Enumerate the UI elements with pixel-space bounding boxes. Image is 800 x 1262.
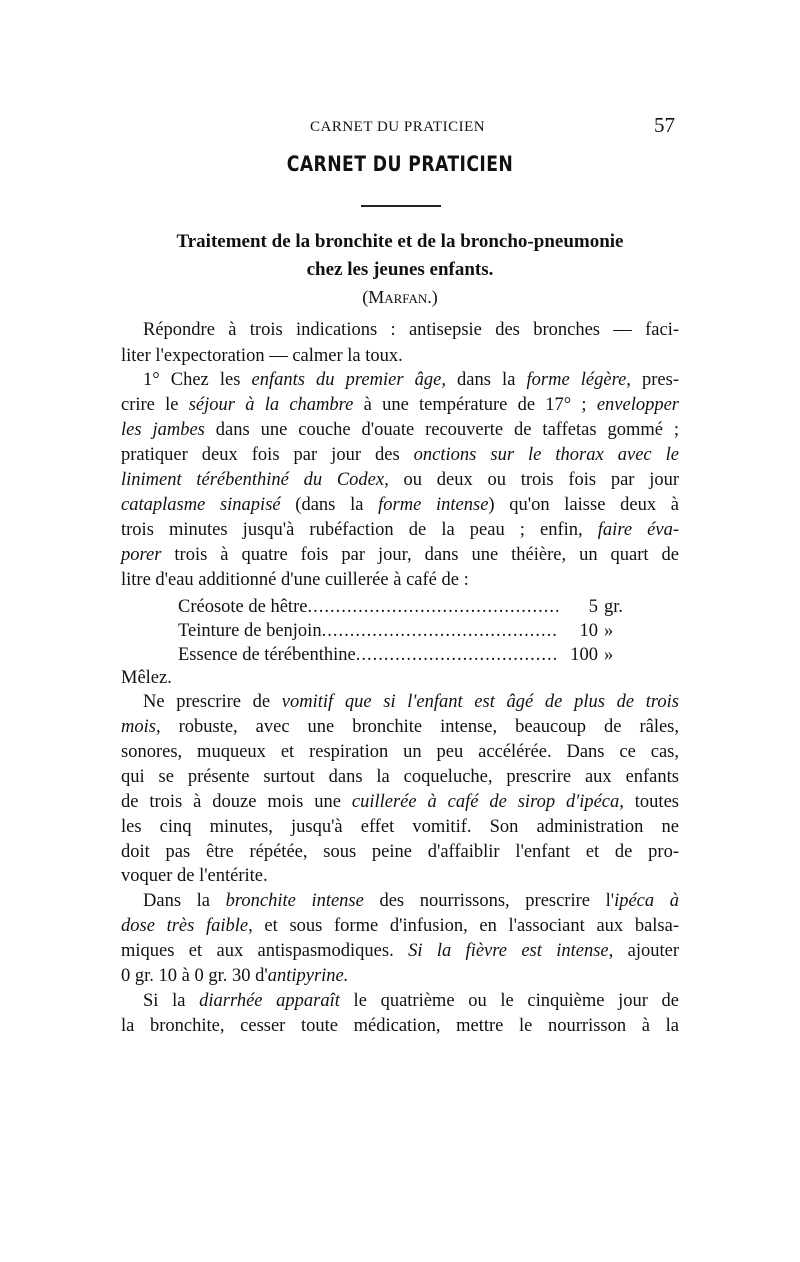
text-line: litre d'eau additionné d'une cuillerée à café de : bbox=[121, 570, 469, 590]
text-line: trois minutes jusqu'à rubéfaction de la peau ; enfin, faire éva- bbox=[121, 520, 679, 540]
text-line: voquer de l'entérite. bbox=[121, 866, 268, 886]
author-attribution: (Marfan.) bbox=[362, 287, 438, 307]
leader-dots bbox=[322, 619, 558, 643]
article-title bbox=[120, 228, 680, 284]
recipe-row bbox=[178, 595, 638, 619]
article-title-line-1: Traitement de la bronchite et de la broncho-pneumonie bbox=[176, 231, 624, 252]
section-title: CARNET DU PRATICIEN bbox=[286, 152, 514, 176]
text-line: cataplasme sinapisé (dans la forme intense) qu'on laisse deux à bbox=[121, 495, 679, 515]
text-line: mois, robuste, avec une bronchite intense, beaucoup de râles, bbox=[121, 717, 679, 737]
text-line: les cinq minutes, jusqu'à effet vomitif. Son administration ne bbox=[121, 817, 679, 837]
text-line: sonores, muqueux et respiration un peu accélérée. Dans ce cas, bbox=[121, 742, 679, 762]
text-line: de trois à douze mois une cuillerée à café de sirop d'ipéca, toutes bbox=[121, 792, 679, 812]
leader-dots bbox=[356, 643, 558, 667]
page-number: 57 bbox=[654, 113, 675, 137]
text-line: miques et aux antispasmodiques. Si la fièvre est intense, ajouter bbox=[121, 941, 679, 961]
text-line: Si la diarrhée apparaît le quatrième ou le cinquième jour de bbox=[143, 991, 680, 1011]
text-line: 0 gr. 10 à 0 gr. 30 d'antipyrine. bbox=[121, 966, 349, 986]
text-line: Répondre à trois indications : antisepsie des bronches — faci- bbox=[143, 320, 679, 340]
text-line: porer trois à quatre fois par jour, dans une théière, un quart de bbox=[121, 545, 679, 565]
running-header: CARNET DU PRATICIEN bbox=[310, 119, 486, 135]
leader-dots bbox=[307, 595, 558, 619]
ingredient-quantity: 10 bbox=[579, 621, 598, 641]
text-line: liter l'expectoration — calmer la toux. bbox=[121, 346, 403, 366]
text-line: dose très faible, et sous forme d'infusion, en l'associant aux balsa- bbox=[121, 916, 680, 936]
text-line: 1° Chez les enfants du premier âge, dans la forme légère, pres- bbox=[143, 370, 679, 390]
recipe-row bbox=[178, 643, 638, 667]
text-line: les jambes dans une couche d'ouate recouverte de taffetas gommé ; bbox=[121, 420, 679, 440]
ingredient-unit: » bbox=[604, 621, 614, 641]
ingredient-name: Créosote de hêtre bbox=[178, 597, 308, 617]
text-line: pratiquer deux fois par jour des onctions sur le thorax avec le bbox=[121, 445, 679, 465]
ingredient-unit: » bbox=[604, 645, 614, 665]
text-line: doit pas être répétée, sous peine d'affaiblir l'enfant et de pro- bbox=[121, 842, 679, 862]
article-title-line-2: chez les jeunes enfants. bbox=[306, 259, 494, 280]
ingredient-name: Teinture de benjoin bbox=[178, 621, 322, 641]
text-line: la bronchite, cesser toute médication, mettre le nourrisson à la bbox=[121, 1016, 679, 1036]
recipe-row bbox=[178, 619, 638, 643]
text-line: liniment térébenthiné du Codex, ou deux ou trois fois par jour bbox=[121, 470, 679, 490]
title-rule bbox=[361, 205, 441, 207]
text-line: crire le séjour à la chambre à une température de 17° ; envelopper bbox=[121, 395, 679, 415]
ingredient-name: Essence de térébenthine bbox=[178, 645, 356, 665]
ingredient-quantity: 5 bbox=[588, 597, 598, 617]
text-line: Dans la bronchite intense des nourrissons, prescrire l'ipéca à bbox=[143, 891, 680, 911]
ingredient-unit: gr. bbox=[604, 597, 624, 617]
text-line: Ne prescrire de vomitif que si l'enfant est âgé de plus de trois bbox=[143, 692, 679, 712]
text-line: Mêlez. bbox=[121, 668, 172, 688]
text-line: qui se présente surtout dans la coqueluche, prescrire aux enfants bbox=[121, 767, 679, 787]
ingredient-quantity: 100 bbox=[570, 645, 598, 665]
